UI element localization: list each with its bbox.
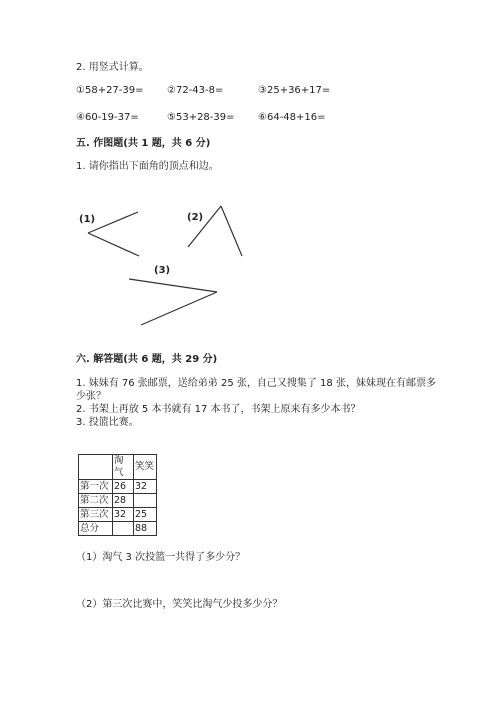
score-table (78, 454, 157, 536)
section6-question-3: 3. 投篮比赛。 (76, 417, 139, 428)
calc-problem-2: ②72-43-8= (167, 85, 224, 96)
angle-2 (188, 206, 242, 256)
section6-question-2: 2. 书架上再放 5 本书就有 17 本书了，书架上原来有多少本书？ (76, 404, 361, 415)
section5-question-1: 1. 请你指出下面角的顶点和边。 (76, 161, 219, 172)
section6-question-1-line2: 少张？ (76, 391, 106, 402)
table-header-row (79, 455, 157, 480)
calc-problem-4: ④60-19-37= (76, 112, 139, 123)
table-cell: 32 (113, 508, 134, 522)
table-cell: 25 (134, 508, 157, 522)
table-cell: 88 (134, 522, 157, 536)
section6-question-1-line1: 1. 妹妹有 76 张邮票，送给弟弟 25 张，自己又搜集了 18 张，妹妹现在有邮票多 (76, 378, 436, 389)
sub-question-2: （2）第三次比赛中，笑笑比淘气少投多少分？ (76, 599, 283, 610)
table-cell: 总分 (79, 522, 113, 536)
calc-heading: 2. 用竖式计算。 (76, 62, 149, 73)
angle-label-1: (1) (79, 214, 96, 225)
section5-title: 五. 作图题(共 1 题，共 6 分) (76, 138, 211, 149)
table-row (79, 480, 157, 494)
table-header-cell (79, 455, 113, 480)
table-cell: 32 (134, 480, 157, 494)
calc-problem-6: ⑥64-48+16= (258, 112, 326, 123)
table-header-cell: 淘气 (113, 455, 134, 480)
table-row (79, 522, 157, 536)
table-cell: 28 (113, 494, 134, 508)
sub-question-1: （1）淘气 3 次投篮一共得了多少分？ (76, 552, 246, 563)
table-header-cell: 笑笑 (134, 455, 157, 480)
calc-problem-5: ⑤53+28-39= (167, 112, 235, 123)
angle-label-3: (3) (154, 265, 171, 276)
table-row (79, 508, 157, 522)
table-cell: 第一次 (79, 480, 113, 494)
table-cell: 26 (113, 480, 134, 494)
calc-problem-3: ③25+36+17= (258, 85, 331, 96)
table-cell: 第二次 (79, 494, 113, 508)
angle-label-2: (2) (187, 212, 204, 223)
angle-3 (129, 279, 217, 325)
table-cell: 第三次 (79, 508, 113, 522)
section6-title: 六. 解答题(共 6 题，共 29 分) (76, 354, 218, 365)
table-row (79, 494, 157, 508)
angle-1 (88, 212, 139, 256)
calc-problem-1: ①58+27-39= (76, 85, 144, 96)
table-cell (134, 494, 157, 508)
table-cell (113, 522, 134, 536)
